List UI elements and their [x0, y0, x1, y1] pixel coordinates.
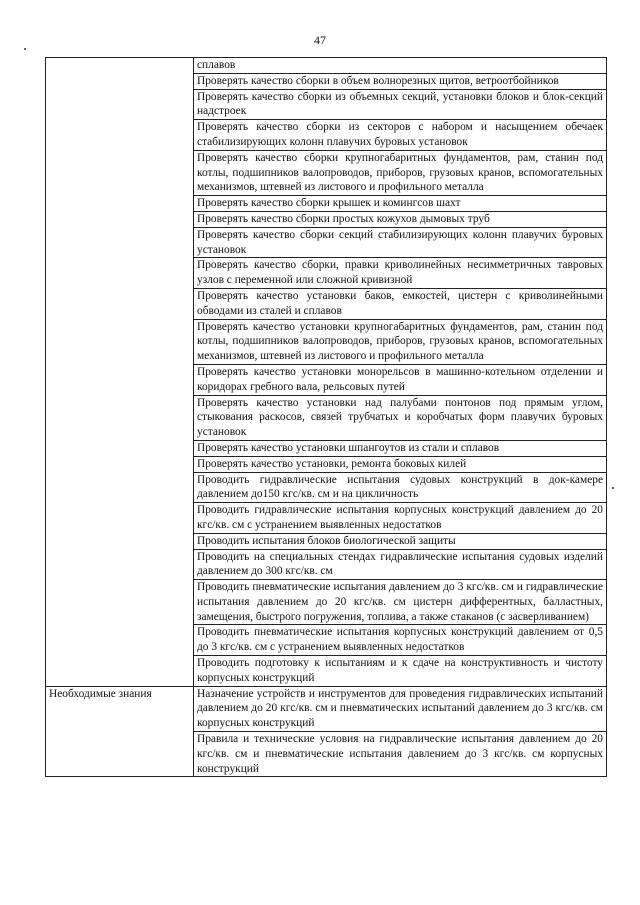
- action-cell: Проверять качество установки над палубами понтонов под прямым углом, стыкования раскосов, связей трубчатых и коробчатых форм плавучих буровых установок: [194, 395, 607, 440]
- knowledge-cell: Назначение устройств и инструментов для проведения гидравлических испытаний давлением до 20 кгс/кв. см и пневматических испытаний давлением до 3 кгс/кв. см корпусных конструкций: [194, 686, 607, 731]
- action-cell: Проверять качество сборки простых кожухов дымовых труб: [194, 211, 607, 227]
- action-cell: Проверять качество сборки из объемных секций, установки блоков и блок-секций надстроек: [194, 89, 607, 120]
- action-cell: Проверять качество установки крупногабаритных фундаментов, рам, станин под котлы, подшипников валопроводов, приборов, грузовых кранов, вспомогательных механизмов, штевней из листового и профильного металла: [194, 319, 607, 364]
- table-row: [46, 686, 607, 731]
- action-cell: Проверять качество сборки секций стабилизирующих колонн плавучих буровых установок: [194, 227, 607, 258]
- action-cell: Проверять качество установки монорельсов в машинно-котельном отделении и коридорах гребного вала, рельсовых путей: [194, 364, 607, 395]
- scan-speck: [24, 48, 26, 50]
- action-cell: Проверять качество установки, ремонта боковых килей: [194, 456, 607, 472]
- action-cell: сплавов: [194, 58, 607, 74]
- table-row: [46, 58, 607, 74]
- row-label-cell-empty: [46, 58, 194, 687]
- knowledge-label-cell: Необходимые знания: [46, 686, 194, 777]
- action-cell: Проводить на специальных стендах гидравлические испытания судовых изделий давлением до 300 кгс/кв. см: [194, 549, 607, 580]
- page-number: 47: [314, 33, 326, 47]
- action-cell: Проводить подготовку к испытаниям и к сдаче на конструктивность и чистоту корпусных конструкций: [194, 656, 607, 687]
- action-cell: Проверять качество сборки крупногабаритных фундаментов, рам, станин под котлы, подшипников валопроводов, приборов, грузовых кранов, вспомогательных механизмов, штевней из листового и профильного металла: [194, 150, 607, 195]
- action-cell: Проверять качество установки баков, емкостей, цистерн с криволинейными обводами из сталей и сплавов: [194, 288, 607, 319]
- action-cell: Проводить гидравлические испытания судовых конструкций в док-камере давлением до150 кгс/кв. см и на цикличность: [194, 472, 607, 503]
- knowledge-cell: Правила и технические условия на гидравлические испытания давлением до 20 кгс/кв. см и пневматические испытания давлением до 3 кгс/кв. см корпусных конструкций: [194, 732, 607, 777]
- action-cell: Проверять качество сборки крышек и комингсов шахт: [194, 196, 607, 212]
- action-cell: Проверять качество установки шпангоутов из стали и сплавов: [194, 440, 607, 456]
- action-cell: Проверять качество сборки в объем волнорезных щитов, ветроотбойников: [194, 73, 607, 89]
- action-cell: Проводить пневматические испытания корпусных конструкций давлением от 0,5 до 3 кгс/кв. см с устранением выявленных недостатков: [194, 625, 607, 656]
- action-cell: Проводить гидравлические испытания корпусных конструкций давлением до 20 кгс/кв. см с устранением выявленных недостатков: [194, 503, 607, 534]
- action-cell: Проводить испытания блоков биологической защиты: [194, 533, 607, 549]
- scan-speck: [612, 487, 614, 489]
- action-cell: Проводить пневматические испытания давлением до 3 кгс/кв. см и гидравлические испытания давлением до 20 кгс/кв. см цистерн дифферентных, балластных, замещения, быстрого погружения, топлива, а также стаканов (с засверливанием): [194, 580, 607, 625]
- competency-table: [45, 57, 607, 777]
- action-cell: Проверять качество сборки, правки криволинейных несимметричных тавровых узлов с переменной или сложной кривизной: [194, 258, 607, 289]
- action-cell: Проверять качество сборки из секторов с набором и насыщением обечаек стабилизирующих колонн плавучих буровых установок: [194, 120, 607, 151]
